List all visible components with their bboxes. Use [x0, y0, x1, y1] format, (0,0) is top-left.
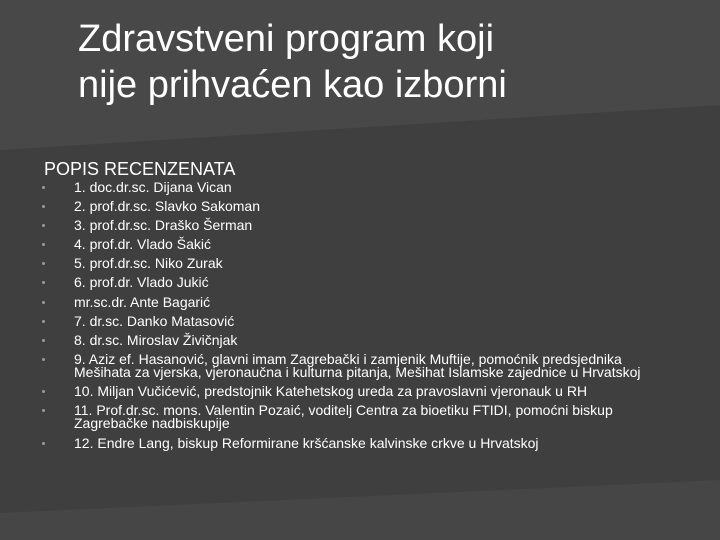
bullet-icon [42, 186, 45, 189]
bullet-icon [42, 320, 45, 323]
list-item [40, 434, 680, 451]
bullet-icon [42, 262, 45, 265]
list-item-text: 7. dr.sc. Danko Matasović [74, 312, 235, 329]
list-item [40, 257, 680, 270]
bullet-icon [42, 358, 45, 361]
slide-title-line-2: nije prihvaćen kao izborni [78, 64, 507, 106]
list-item-text: 2. prof.dr.sc. Slavko Sakoman [74, 198, 260, 215]
bullet-icon [42, 339, 45, 342]
list-item [40, 238, 680, 251]
background-bottom-band [0, 480, 720, 540]
bullet-icon [42, 301, 45, 304]
list-item-text: 9. Aziz ef. Hasanović, glavni imam Zagrebački i zamjenik Muftije, pomoćnik predsjednika Mešihata za vjerska, vjeronaučna i kulturna pitanja, Mešihat Islamske zajednice u Hrvatskoj [74, 350, 641, 381]
list-item [40, 181, 680, 194]
list-item [40, 312, 680, 329]
section-heading: POPIS RECENZENATA [44, 159, 236, 179]
slide-title-line-1: Zdravstveni program koji [78, 18, 495, 60]
bullet-icon [42, 224, 45, 227]
bullet-icon [42, 442, 45, 445]
list-item [40, 200, 680, 213]
bullet-icon [42, 205, 45, 208]
bullet-icon [42, 243, 45, 246]
list-item-text: 4. prof.dr. Vlado Šakić [74, 236, 211, 253]
list-item [40, 276, 680, 289]
list-item [40, 293, 680, 310]
list-item-text: mr.sc.dr. Ante Bagarić [74, 293, 211, 310]
list-item-text: 6. prof.dr. Vlado Jukić [74, 274, 209, 291]
list-item-text: 10. Miljan Vučićević, predstojnik Katehetskog ureda za pravoslavni vjeronauk u RH [74, 383, 588, 400]
list-item-text: 12. Endre Lang, biskup Reformirane kršćanske kalvinske crkve u Hrvatskoj [74, 434, 539, 451]
bullet-icon [42, 281, 45, 284]
bullet-icon [42, 390, 45, 393]
list-item-text: 11. Prof.dr.sc. mons. Valentin Pozaić, voditelj Centra za bioetiku FTIDI, pomoćni biskup Zagrebačke nadbiskupije [74, 402, 613, 432]
list-item-text: 3. prof.dr.sc. Draško Šerman [74, 217, 253, 234]
list-item [40, 385, 680, 398]
list-item-text: 5. prof.dr.sc. Niko Zurak [74, 255, 223, 272]
list-item [40, 219, 680, 232]
list-item [40, 404, 680, 430]
list-item [40, 350, 680, 381]
slide-title [78, 16, 678, 108]
list-item [40, 331, 680, 348]
list-item-text: 8. dr.sc. Miroslav Živičnjak [74, 331, 238, 348]
bullet-icon [42, 409, 45, 412]
reviewer-list [40, 181, 680, 456]
list-item-text: 1. doc.dr.sc. Dijana Vican [74, 179, 232, 195]
